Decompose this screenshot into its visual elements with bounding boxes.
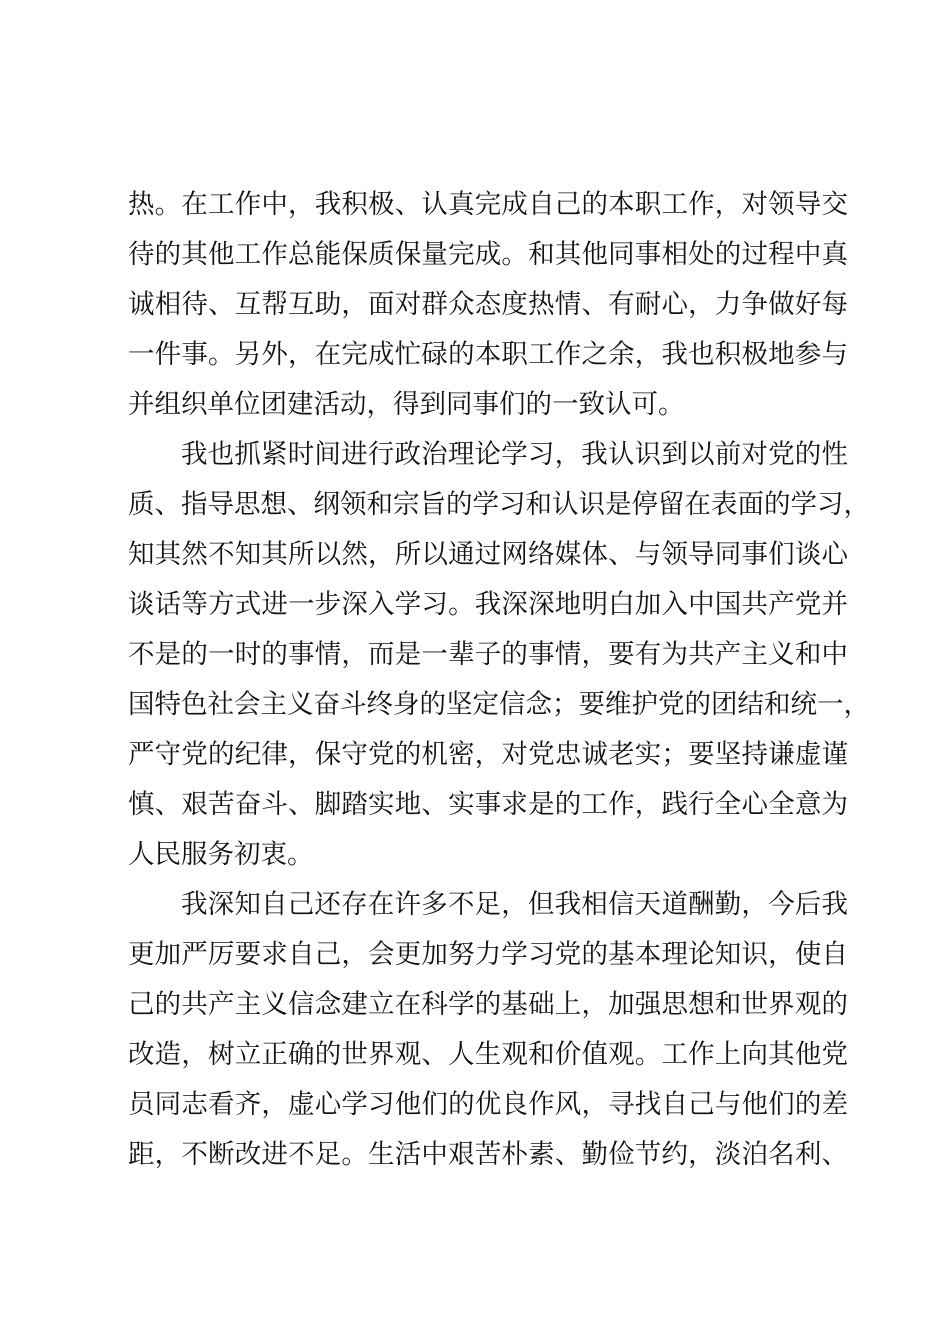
text-line: 知其然不知其所以然，所以通过网络媒体、与领导同事们谈心	[128, 539, 848, 570]
text-line: 改造，树立正确的世界观、人生观和价值观。工作上向其他党	[128, 1039, 848, 1070]
document-body	[128, 180, 870, 1180]
text-line: 慎、艰苦奋斗、脚踏实地、实事求是的工作，践行全心全意为	[128, 789, 848, 820]
text-line: 质、指导思想、纲领和宗旨的学习和认识是停留在表面的学习，	[128, 489, 870, 520]
text-line: 热。在工作中，我积极、认真完成自己的本职工作，对领导交	[128, 189, 848, 220]
text-line: 国特色社会主义奋斗终身的坚定信念；要维护党的团结和统一，	[128, 689, 870, 720]
text-line: 更加严厉要求自己，会更加努力学习党的基本理论知识，使自	[128, 939, 848, 970]
text-line: 我也抓紧时间进行政治理论学习，我认识到以前对党的性	[181, 439, 848, 470]
text-line: 并组织单位团建活动，得到同事们的一致认可。	[128, 389, 685, 420]
paragraph-3	[128, 880, 848, 1180]
text-line: 我深知自己还存在许多不足，但我相信天道酬勤，今后我	[181, 889, 848, 920]
paragraph-1	[128, 180, 848, 430]
text-line: 谈话等方式进一步深入学习。我深深地明白加入中国共产党并	[128, 589, 848, 620]
text-line: 人民服务初衷。	[128, 839, 314, 870]
text-line: 不是的一时的事情，而是一辈子的事情，要有为共产主义和中	[128, 639, 848, 670]
paragraph-2	[128, 430, 870, 880]
text-line: 己的共产主义信念建立在科学的基础上，加强思想和世界观的	[128, 989, 848, 1020]
text-line: 距，不断改进不足。生活中艰苦朴素、勤俭节约，淡泊名利、	[128, 1139, 848, 1170]
text-line: 一件事。另外，在完成忙碌的本职工作之余，我也积极地参与	[128, 339, 848, 370]
text-line: 诚相待、互帮互助，面对群众态度热情、有耐心，力争做好每	[128, 289, 848, 320]
text-line: 待的其他工作总能保质保量完成。和其他同事相处的过程中真	[128, 239, 848, 270]
text-line: 严守党的纪律，保守党的机密，对党忠诚老实；要坚持谦虚谨	[128, 739, 848, 770]
text-line: 员同志看齐，虚心学习他们的优良作风，寻找自己与他们的差	[128, 1089, 848, 1120]
